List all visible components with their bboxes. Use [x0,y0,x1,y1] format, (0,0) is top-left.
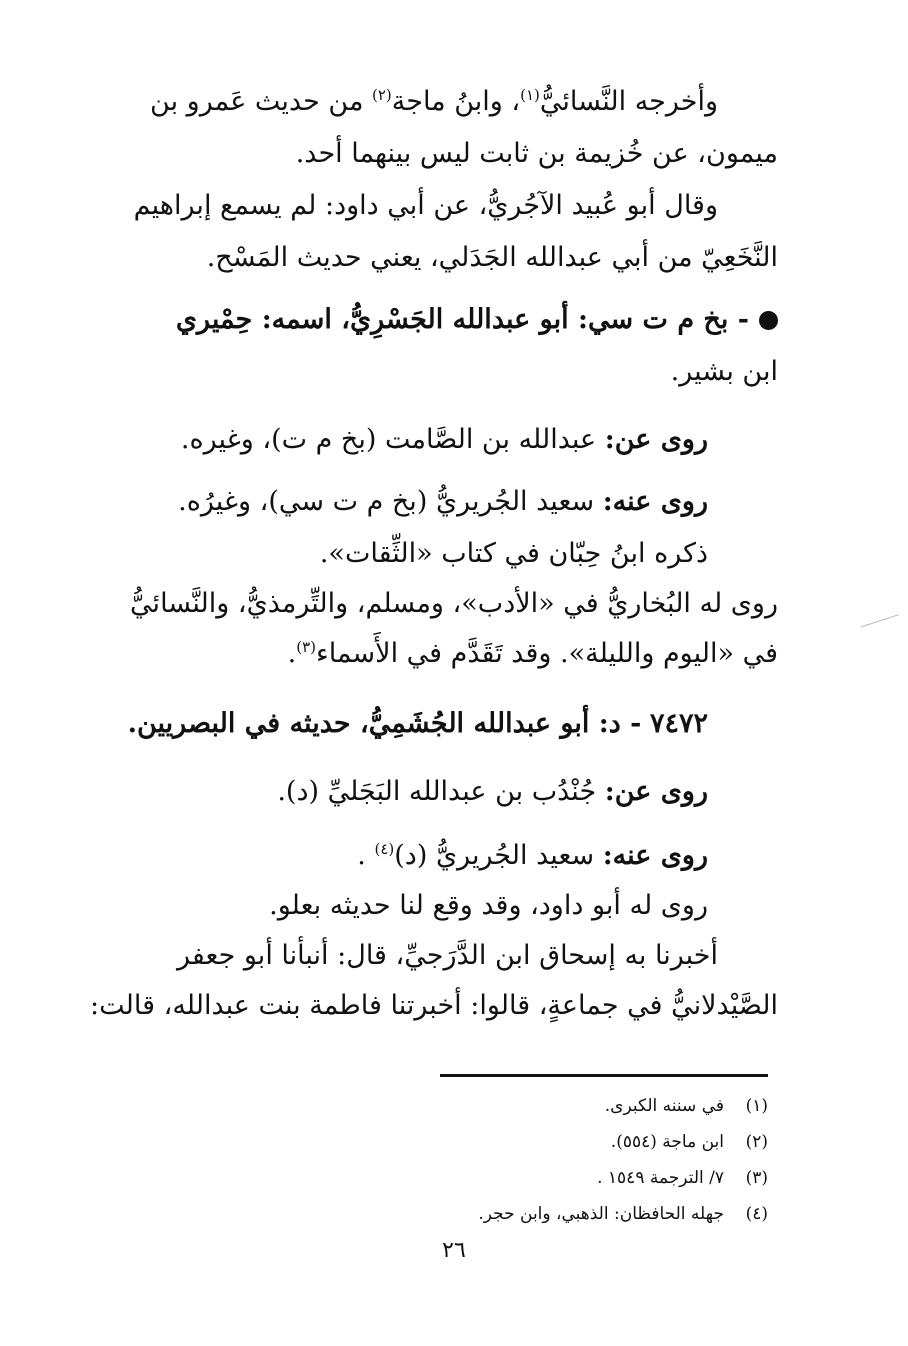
footnote-text: في سننه الكبرى. [604,1096,724,1116]
footnote-3 [168,1166,768,1190]
scan-edge-mark [861,614,904,641]
entry1-header-cont: ابن بشير. [670,356,778,387]
footnote-ref-2[interactable]: (٢) [372,86,392,104]
para1-text-b: ، وابنُ ماجة [391,86,521,117]
rawa-an-label: روى عن: [604,424,708,455]
footnote-number: (٢) [745,1132,768,1152]
rawa-an-text: عبدالله بن الصَّامت (بخ م ت)، وغيره. [180,424,597,455]
entry2-akhbarana-line1: أخبرنا به إسحاق ابن الدَّرَجيِّ، قال: أنبأنا أبو جعفر [177,940,718,971]
entry2-rawa-an [78,772,708,812]
para1-text-a: وأخرجه النَّسائيُّ [539,86,718,117]
footnote-text: ٧/ الترجمة ١٥٤٩ . [597,1168,724,1188]
footnote-4 [168,1202,768,1226]
para1-line1 [78,82,718,122]
footnote-number: (٤) [745,1204,768,1224]
entry2-akhbarana-line2: الصَّيْدلانيُّ في جماعةٍ، قالوا: أخبرتنا فاطمة بنت عبدالله، قالت: [90,990,778,1021]
para2-line2: النَّخَعِيّ من أبي عبدالله الجَدَلي، يعني حديث المَسْح. [206,242,778,273]
entry2-rawa-lahu: روى له أبو داود، وقد وقع لنا حديثه بعلو. [269,890,708,921]
entry-number: ٧٤٧٢ [649,708,708,739]
entry1-dhakarahu: ذكره ابنُ حِبّان في كتاب «الثِّقات». [319,538,708,569]
footnote-ref-4[interactable]: (٤) [374,840,395,858]
rawa-anhu-text: سعيد الجُريريُّ (بخ م ت سي)، وغيرُه. [178,486,595,517]
entry1-header-text: - بخ م ت سي: أبو عبدالله الجَسْرِيُّ، اسمه: حِمْيري [175,304,749,335]
para1-line2: ميمون، عن خُزيمة بن ثابت ليس بينهما أحد. [295,138,778,169]
footnote-ref-3[interactable]: (٣) [296,638,317,656]
footnote-number: (١) [745,1096,768,1116]
rawa-lahu-text: في «اليوم والليلة». وقد تَقَدَّم في الأَسماء [316,638,778,669]
entry2-header [78,704,708,744]
rawa-an-label: روى عن: [604,776,708,807]
entry2-header-text: - د: أبو عبدالله الجُشَمِيُّ، حديثه في البصريين. [127,708,642,739]
page-number: ٢٦ [442,1238,466,1263]
rawa-an-text: جُنْدُب بن عبدالله البَجَليِّ (د). [277,776,597,807]
entry1-rawa-lahu-line1: روى له البُخاريُّ في «الأدب»، ومسلم، والتِّرمذيُّ، والنَّسائيُّ [130,588,778,619]
rawa-anhu-label: روى عنه: [602,486,708,517]
footnote-number: (٣) [745,1168,768,1188]
entry1-rawa-lahu-line2 [78,634,778,674]
rawa-anhu-label: روى عنه: [602,840,708,871]
rawa-anhu-text: سعيد الجُريريُّ (د) [394,840,595,871]
footnote-text: جهله الحافظان: الذهبي، وابن حجر. [478,1204,724,1224]
footnote-2 [168,1130,768,1154]
rawa-anhu-end: . [357,840,366,871]
entry1-header [78,300,778,340]
entry1-rawa-anhu [78,482,708,522]
footnote-1 [168,1094,768,1118]
footnote-ref-1[interactable]: (١) [520,86,540,104]
entry2-rawa-anhu [78,836,708,876]
footnote-divider [440,1074,768,1077]
entry1-rawa-an [78,420,708,460]
bullet-icon [759,311,778,330]
para2-line1: وقال أبو عُبيد الآجُريُّ، عن أبي داود: لم يسمع إبراهيم [133,190,718,221]
footnote-text: ابن ماجة (٥٥٤). [610,1132,724,1152]
rawa-lahu-end: . [287,638,297,669]
para1-text-c: من حديث عَمرو بن [150,86,372,117]
